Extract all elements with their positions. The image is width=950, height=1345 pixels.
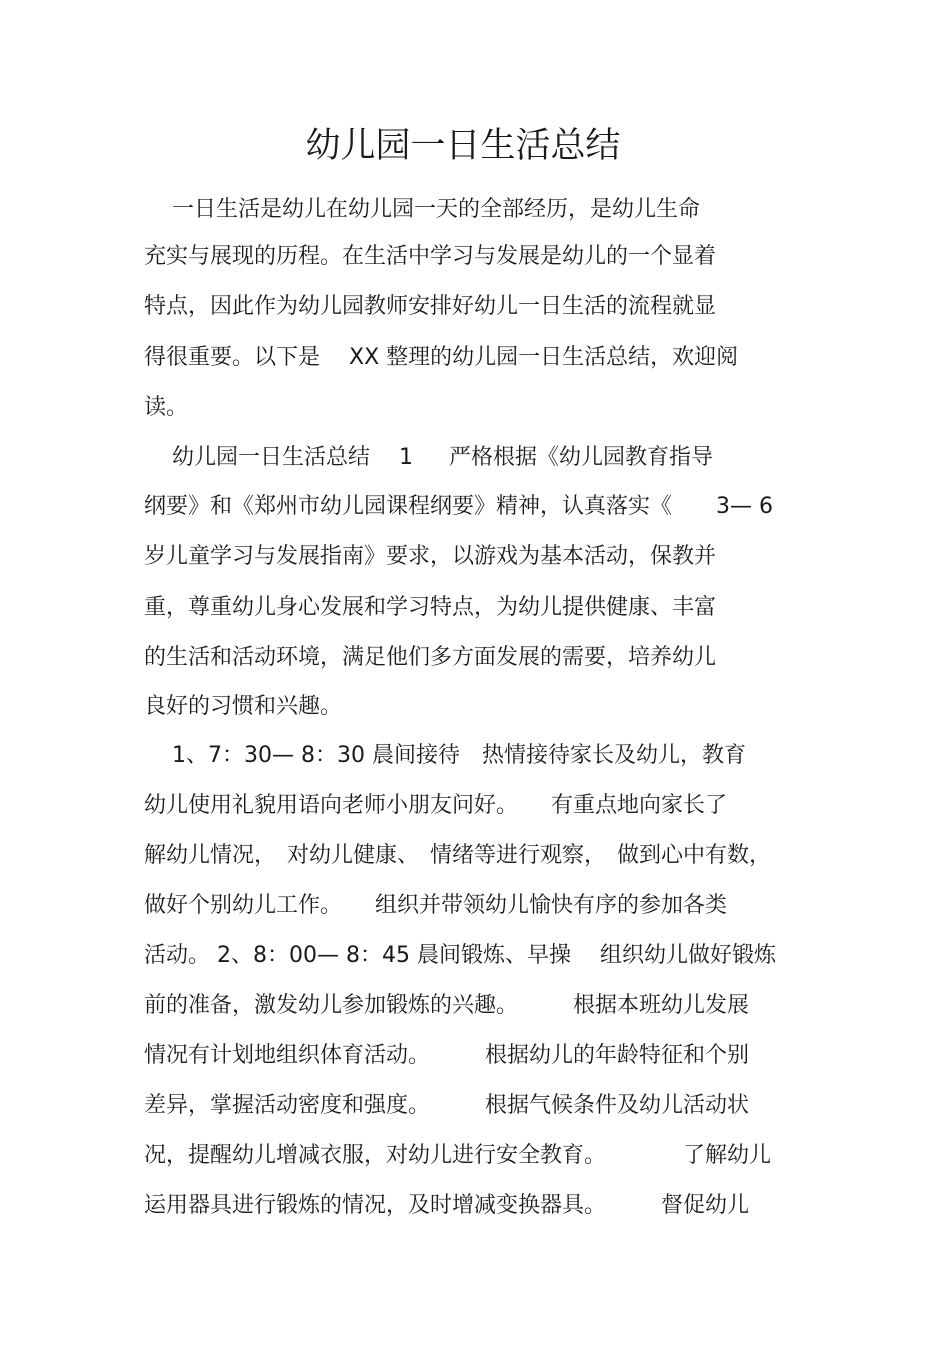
paragraph-line: 幼儿使用礼貌用语向老师小朋友问好。 有重点地向家长了: [144, 793, 728, 818]
paragraph-line: 况，提醒幼儿增减衣服，对幼儿进行安全教育。 了解幼儿: [144, 1143, 772, 1168]
paragraph-line: 纲要》和《郑州市幼儿园课程纲要》精神，认真落实《 3— 6: [144, 494, 773, 519]
paragraph-line: 情况有计划地组织体育活动。 根据幼儿的年龄特征和个别: [144, 1043, 750, 1068]
paragraph-line: 一日生活是幼儿在幼儿园一天的全部经历，是幼儿生命: [144, 197, 700, 222]
paragraph-line: 读。: [144, 395, 189, 420]
paragraph-line: 得很重要。以下是 XX 整理的幼儿园一日生活总结，欢迎阅: [144, 345, 739, 370]
paragraph-line: 岁儿童学习与发展指南》要求，以游戏为基本活动，保教并: [144, 544, 717, 569]
paragraph-line: 幼儿园一日生活总结 1 严格根据《幼儿园教育指导: [144, 445, 713, 470]
paragraph-line: 充实与展现的历程。在生活中学习与发展是幼儿的一个显着: [144, 244, 717, 269]
paragraph-line: 活动。 2、8：00— 8：45 晨间锻炼、早操 组织幼儿做好锻炼: [144, 943, 776, 968]
document-title: 幼儿园一日生活总结: [305, 126, 621, 166]
paragraph-line: 运用器具进行锻炼的情况，及时增减变换器具。 督促幼儿: [144, 1193, 750, 1218]
paragraph-line: 的生活和活动环境，满足他们多方面发展的需要，培养幼儿: [144, 645, 717, 670]
paragraph-line: 良好的习惯和兴趣。: [144, 694, 343, 719]
paragraph-line: 重，尊重幼儿身心发展和学习特点，为幼儿提供健康、丰富: [144, 595, 717, 620]
paragraph-line: 特点，因此作为幼儿园教师安排好幼儿一日生活的流程就显: [144, 294, 717, 319]
paragraph-line: 做好个别幼儿工作。 组织并带领幼儿愉快有序的参加各类: [144, 893, 728, 918]
paragraph-line: 1、7：30— 8：30 晨间接待 热情接待家长及幼儿，教育: [144, 743, 746, 768]
paragraph-line: 前的准备，激发幼儿参加锻炼的兴趣。 根据本班幼儿发展: [144, 993, 750, 1018]
paragraph-line: 差异，掌握活动密度和强度。 根据气候条件及幼儿活动状: [144, 1093, 750, 1118]
paragraph-line: 解幼儿情况， 对幼儿健康、 情绪等进行观察， 做到心中有数，: [144, 843, 772, 868]
